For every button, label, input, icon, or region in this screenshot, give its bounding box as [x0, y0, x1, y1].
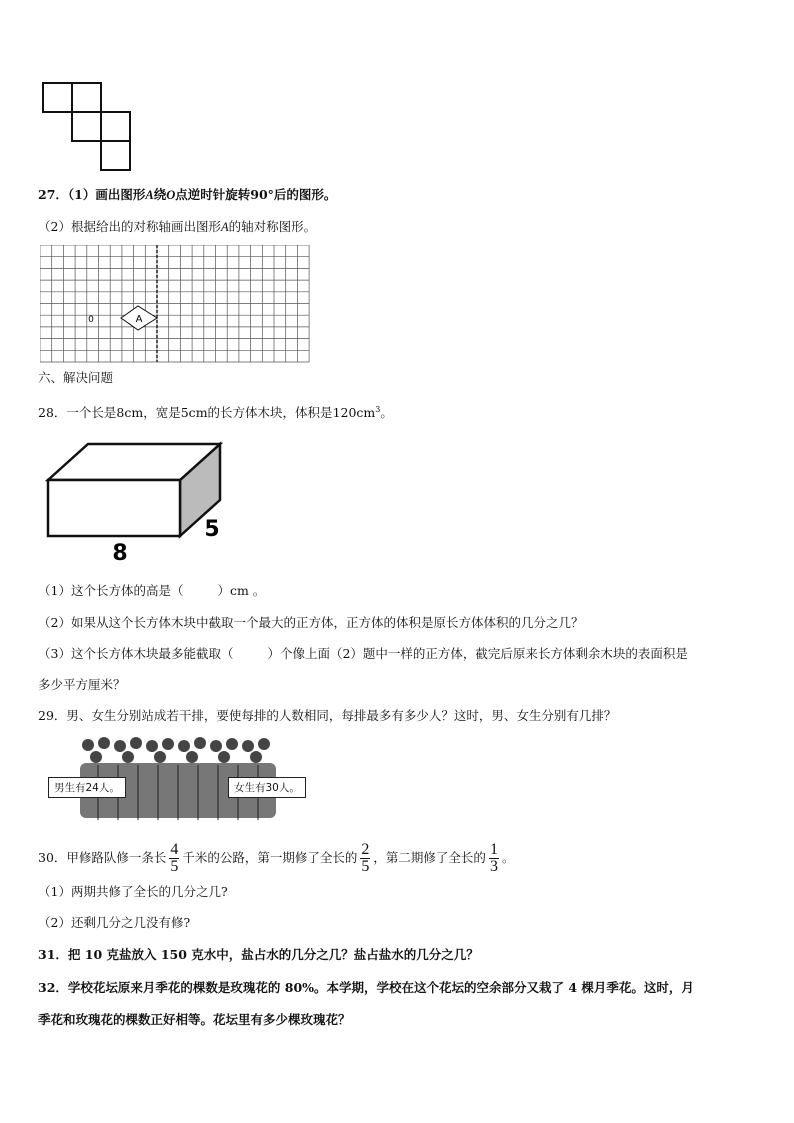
q27-part2: （2）根据给出的对称轴画出图形A的轴对称图形。: [38, 219, 317, 234]
shape-a-label: A: [135, 314, 143, 325]
q28-sub3-cont: 多少平方厘米？: [38, 677, 126, 692]
fraction-4-5: $\frac{4}{5}$: [170, 841, 179, 875]
q31-statement: 31．把 10 克盐放入 150 克水中，盐占水的几分之几？盐占盐水的几分之几？: [38, 947, 479, 962]
girls-bubble: 女生有30人。: [228, 777, 306, 798]
q30-sub2: （2）还剩几分之几没有修?: [38, 915, 191, 930]
section-heading: 六、解决问题: [38, 370, 114, 385]
cuboid-width-label: 5: [204, 517, 220, 542]
q28-sub2: （2）如果从这个长方体木块中截取一个最大的正方体，正方体的体积是原长方体体积的几分之几？: [38, 615, 584, 630]
q32-line1: 32．学校花坛原来月季花的棵数是玫瑰花的 80%。本学期，学校在这个花坛的空余部分又栽了 4 棵月季花。这时，月: [38, 980, 694, 995]
q27-part1: 27．（1）画出图形A绕O点逆时针旋转90°后的图形。: [38, 187, 337, 202]
q32-line2: 季花和玫瑰花的棵数正好相等。花坛里有多少棵玫瑰花？: [38, 1012, 351, 1027]
fraction-2-5: $\frac{2}{5}$: [361, 841, 370, 875]
q30-sub1: （1）两期共修了全长的几分之几?: [38, 884, 228, 899]
q28-sub1: （1）这个长方体的高是（ ）cm 。: [38, 583, 266, 598]
cube-net-figure: [40, 80, 132, 175]
students-picture: [48, 735, 310, 825]
cuboid-length-label: 8: [112, 541, 128, 565]
q30-statement: 30．甲修路队修一条长 $\frac{4}{5}$ 千米的公路，第一期修了全长的 $\frac{2}{5}$ ，第二期修了全长的 $\frac{1}{3}$ 。: [38, 841, 515, 875]
cuboid-figure: [40, 440, 240, 565]
q28-statement: 28．一个长是8cm，宽是5cm的长方体木块，体积是$120cm^3$。: [38, 405, 393, 421]
fraction-1-3: $\frac{1}{3}$: [489, 841, 498, 875]
boys-bubble: 男生有24人。: [48, 777, 126, 798]
q29-statement: 29．男、女生分别站成若干排，要使每排的人数相同，每排最多有多少人？这时，男、女生分别有几排？: [38, 708, 617, 723]
q28-sub3: （3）这个长方体木块最多能截取（ ）个像上面（2）题中一样的正方体，截完后原来长方体剩余木块的表面积是: [38, 646, 688, 661]
point-o-label: 0: [88, 315, 94, 325]
grid-figure: [40, 245, 316, 365]
